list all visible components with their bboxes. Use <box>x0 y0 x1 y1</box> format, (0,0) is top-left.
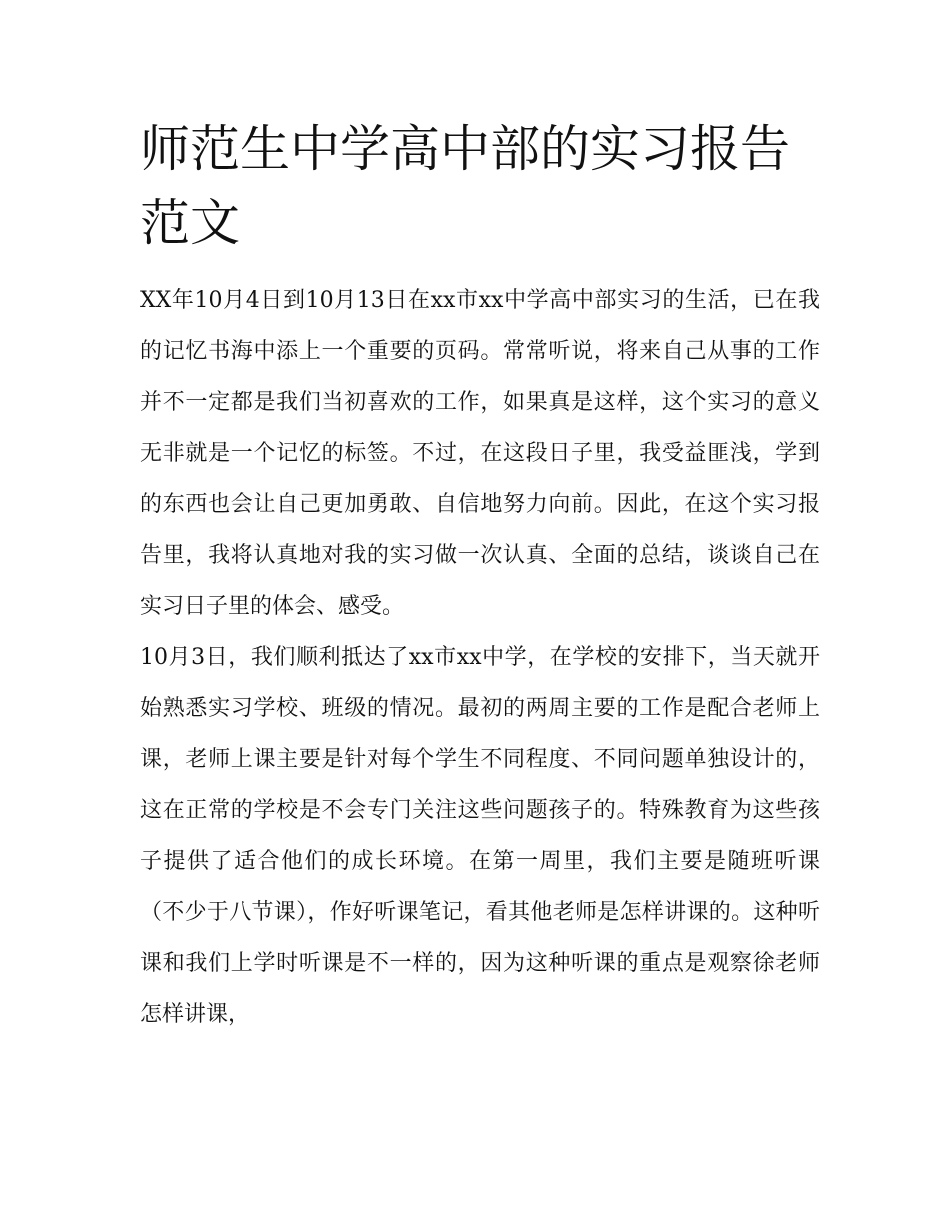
paragraph-2: 10月3日，我们顺利抵达了xx市xx中学，在学校的安排下，当天就开始熟悉实习学校、班级的情况。最初的两周主要的工作是配合老师上课，老师上课主要是针对每个学生不同程度、不同问题单独设计的，这在正常的学校是不会专门关注这些问题孩子的。特殊教育为这些孩子提供了适合他们的成长环境。在第一周里，我们主要是随班听课（不少于八节课），作好听课笔记，看其他老师是怎样讲课的。这种听课和我们上学时听课是不一样的，因为这种听课的重点是观察徐老师怎样讲课， <box>140 645 820 1027</box>
document-body <box>140 275 820 1040</box>
paragraph-1: XX年10月4日到10月13日在xx市xx中学高中部实习的生活，已在我的记忆书海中添上一个重要的页码。常常听说，将来自己从事的工作并不一定都是我们当初喜欢的工作，如果真是这样，这个实习的意义无非就是一个记忆的标签。不过，在这段日子里，我受益匪浅，学到的东西也会让自己更加勇敢、自信地努力向前。因此，在这个实习报告里，我将认真地对我的实习做一次认真、全面的总结，谈谈自己在实习日子里的体会、感受。 <box>140 288 820 619</box>
document-title: 师范生中学高中部的实习报告范文 <box>140 120 790 252</box>
